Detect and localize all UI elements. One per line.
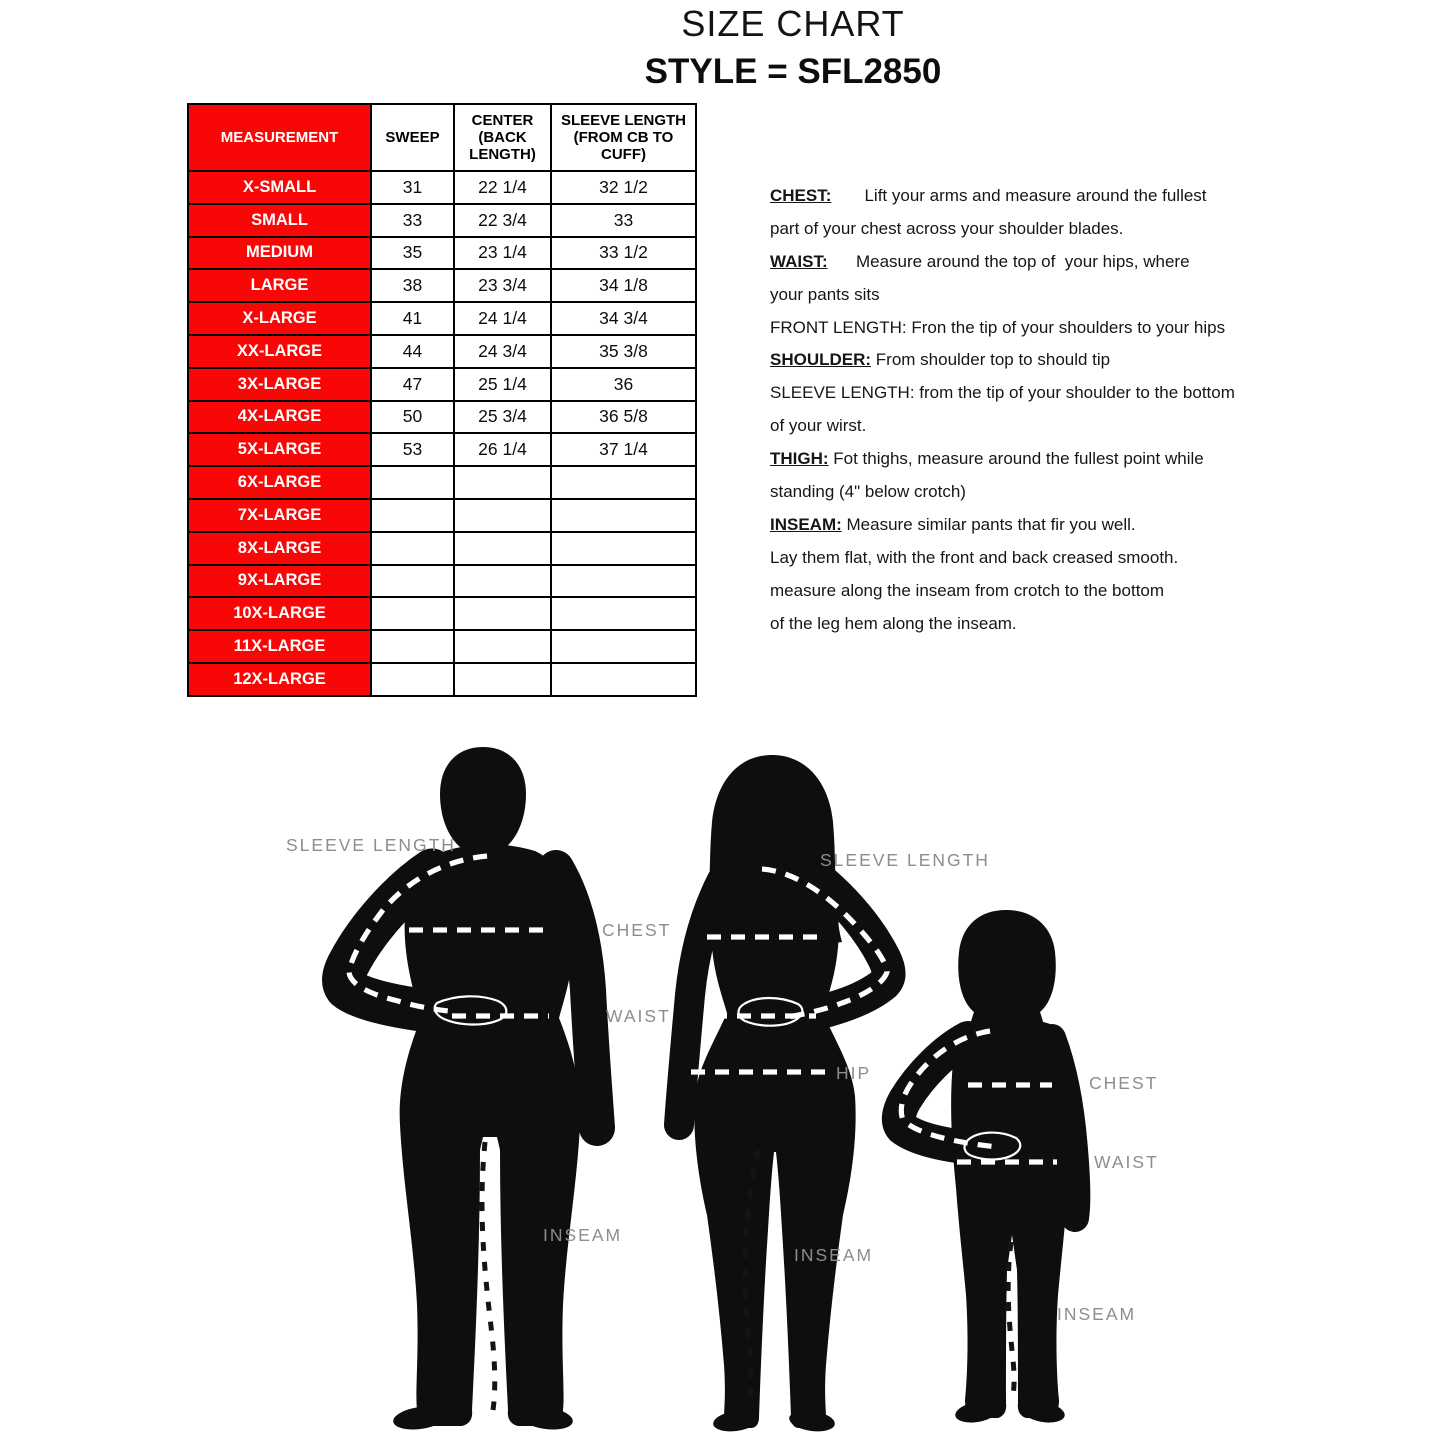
table-row xyxy=(188,204,696,237)
size-name-cell: LARGE xyxy=(188,269,371,302)
value-cell: 36 xyxy=(551,368,696,401)
size-name-cell: 4X-LARGE xyxy=(188,401,371,434)
page-title: SIZE CHART xyxy=(681,3,905,44)
man-chest-label: CHEST xyxy=(602,920,672,940)
style-code: STYLE = SFL2850 xyxy=(644,52,942,91)
table-row xyxy=(188,269,696,302)
value-cell: 25 3/4 xyxy=(454,401,551,434)
instruction-line: FRONT LENGTH: Fron the tip of your shoulders to your hips xyxy=(770,317,1226,337)
table-row xyxy=(188,302,696,335)
value-cell: 53 xyxy=(371,433,454,466)
instruction-line: Lay them flat, with the front and back creased smooth. xyxy=(770,547,1179,567)
value-cell: 33 xyxy=(371,204,454,237)
instruction-line: of your wirst. xyxy=(770,416,867,436)
value-cell: 35 xyxy=(371,237,454,270)
value-cell: 37 1/4 xyxy=(551,433,696,466)
woman-inseam-label: INSEAM xyxy=(794,1245,874,1265)
value-cell xyxy=(551,597,696,630)
value-cell: 34 3/4 xyxy=(551,302,696,335)
value-cell: 24 1/4 xyxy=(454,302,551,335)
size-name-cell: XX-LARGE xyxy=(188,335,371,368)
size-table-body xyxy=(188,171,696,696)
size-name-cell: 3X-LARGE xyxy=(188,368,371,401)
table-row xyxy=(188,171,696,204)
table-row xyxy=(188,335,696,368)
instruction-line: THIGH: Fot thighs, measure around the fullest point while xyxy=(770,449,1204,469)
table-row xyxy=(188,663,696,696)
child-waist-label: WAIST xyxy=(1094,1152,1159,1172)
value-cell: 33 1/2 xyxy=(551,237,696,270)
value-cell: 35 3/8 xyxy=(551,335,696,368)
value-cell xyxy=(371,663,454,696)
instruction-line: WAIST: Measure around the top of your hips, where xyxy=(770,251,1190,271)
instruction-line: CHEST: Lift your arms and measure around the fullest xyxy=(770,186,1207,205)
instruction-line: SLEEVE LENGTH: from the tip of your shoulder to the bottom xyxy=(770,383,1235,403)
instruction-line: measure along the inseam from crotch to the bottom xyxy=(770,580,1165,600)
value-cell xyxy=(454,597,551,630)
table-row xyxy=(188,368,696,401)
value-cell: 34 1/8 xyxy=(551,269,696,302)
man-silhouette xyxy=(286,747,671,1433)
value-cell: 23 3/4 xyxy=(454,269,551,302)
value-cell xyxy=(551,466,696,499)
value-cell: 25 1/4 xyxy=(454,368,551,401)
value-cell xyxy=(551,532,696,565)
instruction-line: standing (4" below crotch) xyxy=(770,482,966,502)
man-sleeve-length-label: SLEEVE LENGTH xyxy=(286,835,456,855)
size-name-cell: 12X-LARGE xyxy=(188,663,371,696)
size-name-cell: 8X-LARGE xyxy=(188,532,371,565)
table-row xyxy=(188,499,696,532)
woman-sleeve-length-label: SLEEVE LENGTH xyxy=(820,850,990,870)
value-cell xyxy=(454,499,551,532)
value-cell xyxy=(371,630,454,663)
value-cell: 23 1/4 xyxy=(454,237,551,270)
size-table xyxy=(187,103,697,697)
col-header-sweep: SWEEP xyxy=(371,104,454,171)
value-cell xyxy=(371,565,454,598)
table-row xyxy=(188,466,696,499)
size-name-cell: 9X-LARGE xyxy=(188,565,371,598)
value-cell: 22 1/4 xyxy=(454,171,551,204)
instruction-line: SHOULDER: From shoulder top to should tip xyxy=(770,350,1111,370)
value-cell xyxy=(371,532,454,565)
value-cell: 36 5/8 xyxy=(551,401,696,434)
man-waist-label: WAIST xyxy=(606,1006,671,1026)
value-cell xyxy=(454,630,551,663)
size-name-cell: 6X-LARGE xyxy=(188,466,371,499)
col-header-center-back-length: CENTER (BACK LENGTH) xyxy=(454,104,551,171)
table-row xyxy=(188,433,696,466)
col-header-sleeve-length: SLEEVE LENGTH (FROM CB TO CUFF) xyxy=(551,104,696,171)
instruction-line: part of your chest across your shoulder blades. xyxy=(770,218,1124,238)
child-inseam-dash-line xyxy=(1008,1242,1014,1400)
table-row xyxy=(188,401,696,434)
size-name-cell: MEDIUM xyxy=(188,237,371,270)
value-cell xyxy=(551,499,696,532)
size-name-cell: X-LARGE xyxy=(188,302,371,335)
size-name-cell: 5X-LARGE xyxy=(188,433,371,466)
instruction-line: of the leg hem along the inseam. xyxy=(770,613,1017,633)
value-cell: 33 xyxy=(551,204,696,237)
value-cell: 44 xyxy=(371,335,454,368)
child-hand xyxy=(965,1133,1021,1160)
value-cell xyxy=(551,630,696,663)
value-cell xyxy=(454,532,551,565)
table-row xyxy=(188,565,696,598)
table-row xyxy=(188,237,696,270)
man-inseam-dash-line xyxy=(482,1142,495,1410)
value-cell xyxy=(551,565,696,598)
child-chest-label: CHEST xyxy=(1089,1073,1159,1093)
woman-hip-label: HIP xyxy=(836,1063,872,1083)
value-cell: 22 3/4 xyxy=(454,204,551,237)
value-cell: 47 xyxy=(371,368,454,401)
value-cell: 41 xyxy=(371,302,454,335)
size-name-cell: 10X-LARGE xyxy=(188,597,371,630)
value-cell xyxy=(371,499,454,532)
instruction-line: your pants sits xyxy=(770,284,880,304)
body-measurement-diagram xyxy=(0,720,1445,1445)
value-cell: 31 xyxy=(371,171,454,204)
man-inseam-label: INSEAM xyxy=(543,1225,623,1245)
size-name-cell: 7X-LARGE xyxy=(188,499,371,532)
value-cell xyxy=(371,597,454,630)
woman-hand xyxy=(738,998,802,1026)
value-cell: 32 1/2 xyxy=(551,171,696,204)
table-row xyxy=(188,597,696,630)
col-header-measurement: MEASUREMENT xyxy=(188,104,371,171)
table-row xyxy=(188,630,696,663)
value-cell: 38 xyxy=(371,269,454,302)
size-name-cell: X-SMALL xyxy=(188,171,371,204)
value-cell xyxy=(454,565,551,598)
title-block xyxy=(143,4,1443,92)
measurement-instructions xyxy=(770,180,1245,640)
value-cell: 24 3/4 xyxy=(454,335,551,368)
value-cell: 50 xyxy=(371,401,454,434)
size-name-cell: 11X-LARGE xyxy=(188,630,371,663)
value-cell xyxy=(454,466,551,499)
size-table-header-row xyxy=(188,104,696,171)
table-row xyxy=(188,532,696,565)
child-inseam-label: INSEAM xyxy=(1057,1304,1137,1324)
value-cell xyxy=(454,663,551,696)
value-cell xyxy=(551,663,696,696)
instruction-line: INSEAM: Measure similar pants that fir you well. xyxy=(770,514,1136,534)
size-name-cell: SMALL xyxy=(188,204,371,237)
woman-silhouette xyxy=(679,755,990,1434)
value-cell xyxy=(371,466,454,499)
value-cell: 26 1/4 xyxy=(454,433,551,466)
child-silhouette xyxy=(899,910,1159,1426)
